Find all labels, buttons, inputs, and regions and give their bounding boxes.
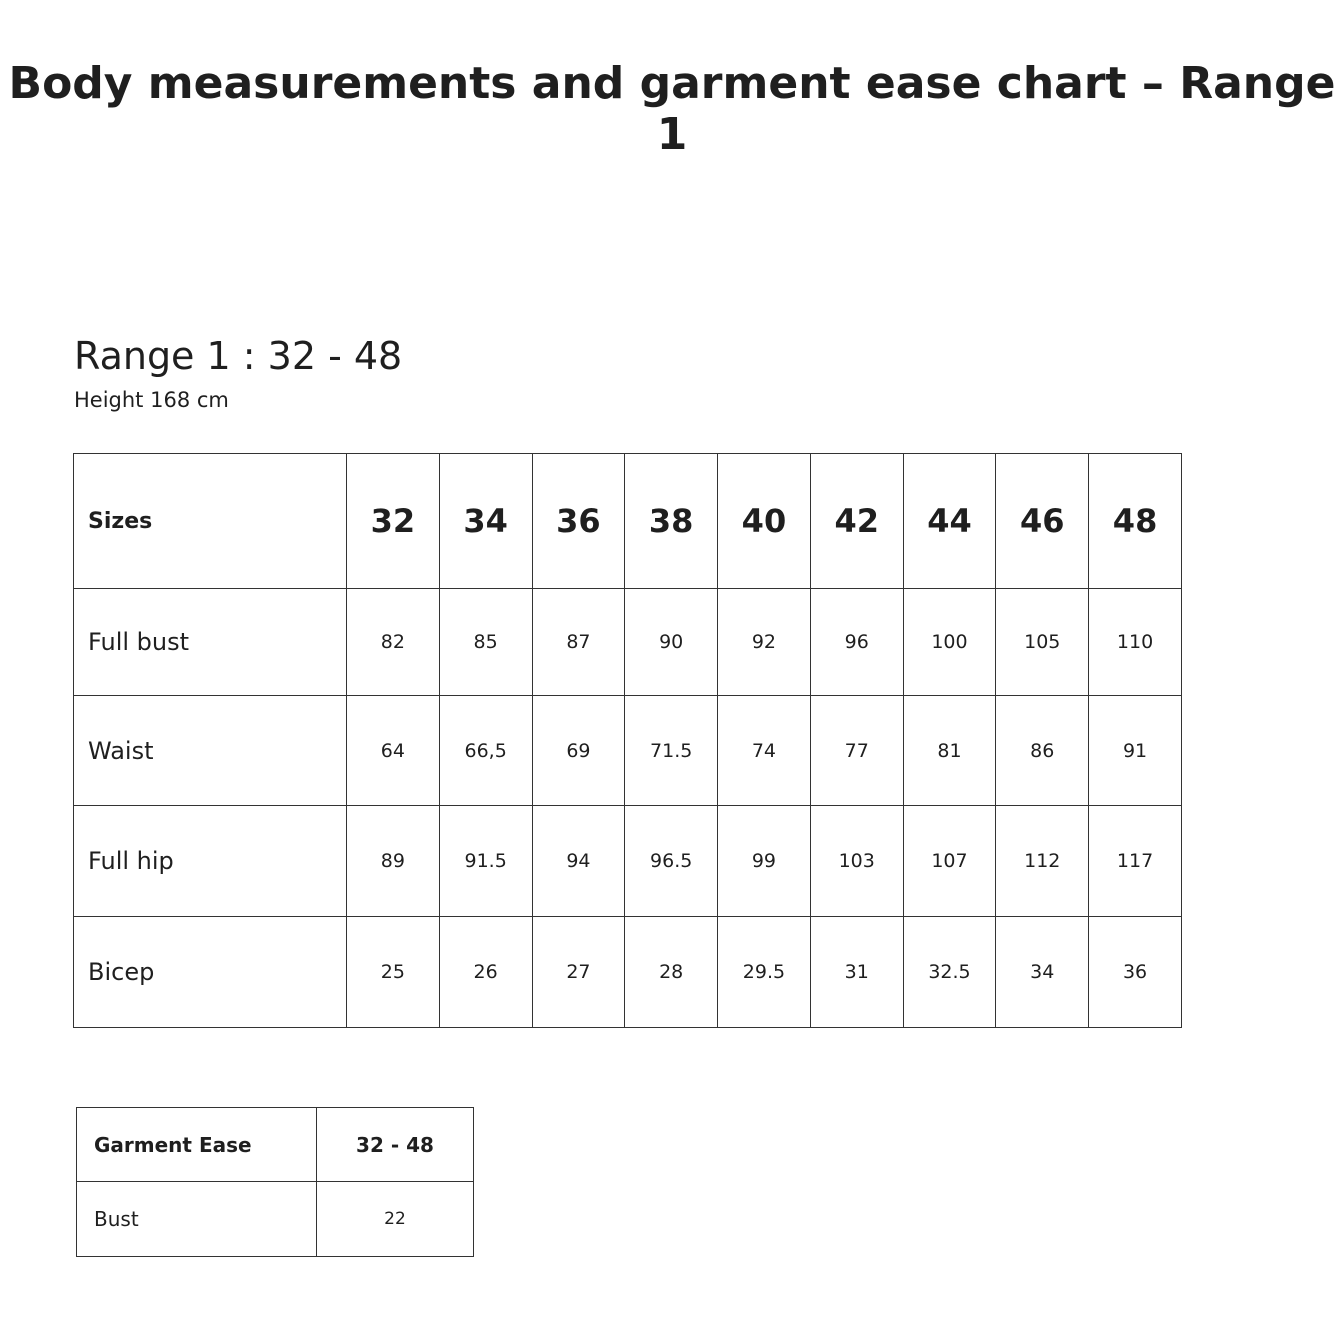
page-title: Body measurements and garment ease chart – Range 1 <box>8 58 1336 160</box>
table-cell: 87 <box>532 589 625 696</box>
table-cell: 82 <box>347 589 440 696</box>
table-cell: 81 <box>903 696 996 806</box>
table-row <box>74 696 1182 806</box>
ease-header-label: Garment Ease <box>77 1108 317 1182</box>
size-header: 48 <box>1089 454 1182 589</box>
row-label: Full hip <box>74 806 347 917</box>
table-row <box>74 806 1182 917</box>
size-header: 32 <box>347 454 440 589</box>
table-cell: 36 <box>1089 917 1182 1028</box>
table-cell: 99 <box>718 806 811 917</box>
size-header: 46 <box>996 454 1089 589</box>
size-header: 44 <box>903 454 996 589</box>
range-title: Range 1 : 32 - 48 <box>74 334 403 378</box>
sizes-header-label: Sizes <box>74 454 347 589</box>
row-label: Full bust <box>74 589 347 696</box>
table-cell: 64 <box>347 696 440 806</box>
table-cell: 91 <box>1089 696 1182 806</box>
table-cell: 96 <box>810 589 903 696</box>
row-label: Bicep <box>74 917 347 1028</box>
height-note: Height 168 cm <box>74 388 229 412</box>
table-cell: 29.5 <box>718 917 811 1028</box>
table-cell: 110 <box>1089 589 1182 696</box>
table-cell: 32.5 <box>903 917 996 1028</box>
table-cell: 89 <box>347 806 440 917</box>
size-header: 36 <box>532 454 625 589</box>
size-header: 34 <box>439 454 532 589</box>
size-header: 38 <box>625 454 718 589</box>
table-cell: 103 <box>810 806 903 917</box>
table-cell: 66,5 <box>439 696 532 806</box>
table-cell: 71.5 <box>625 696 718 806</box>
table-cell: 69 <box>532 696 625 806</box>
table-cell: 92 <box>718 589 811 696</box>
table-cell: 28 <box>625 917 718 1028</box>
table-cell: 25 <box>347 917 440 1028</box>
ease-row-value: 22 <box>317 1182 474 1257</box>
table-cell: 100 <box>903 589 996 696</box>
table-cell: 91.5 <box>439 806 532 917</box>
table-cell: 94 <box>532 806 625 917</box>
table-cell: 74 <box>718 696 811 806</box>
table-cell: 90 <box>625 589 718 696</box>
table-cell: 107 <box>903 806 996 917</box>
measurements-table <box>73 453 1182 1028</box>
table-cell: 34 <box>996 917 1089 1028</box>
garment-ease-table <box>76 1107 474 1257</box>
table-cell: 117 <box>1089 806 1182 917</box>
ease-row-label: Bust <box>77 1182 317 1257</box>
size-header: 42 <box>810 454 903 589</box>
table-cell: 85 <box>439 589 532 696</box>
table-header-row <box>74 454 1182 589</box>
table-cell: 105 <box>996 589 1089 696</box>
table-cell: 26 <box>439 917 532 1028</box>
table-row <box>74 917 1182 1028</box>
size-header: 40 <box>718 454 811 589</box>
table-cell: 96.5 <box>625 806 718 917</box>
ease-header-range: 32 - 48 <box>317 1108 474 1182</box>
table-row <box>74 589 1182 696</box>
table-cell: 86 <box>996 696 1089 806</box>
table-cell: 31 <box>810 917 903 1028</box>
row-label: Waist <box>74 696 347 806</box>
table-cell: 77 <box>810 696 903 806</box>
ease-header-row <box>77 1108 474 1182</box>
table-cell: 27 <box>532 917 625 1028</box>
table-row <box>77 1182 474 1257</box>
table-cell: 112 <box>996 806 1089 917</box>
